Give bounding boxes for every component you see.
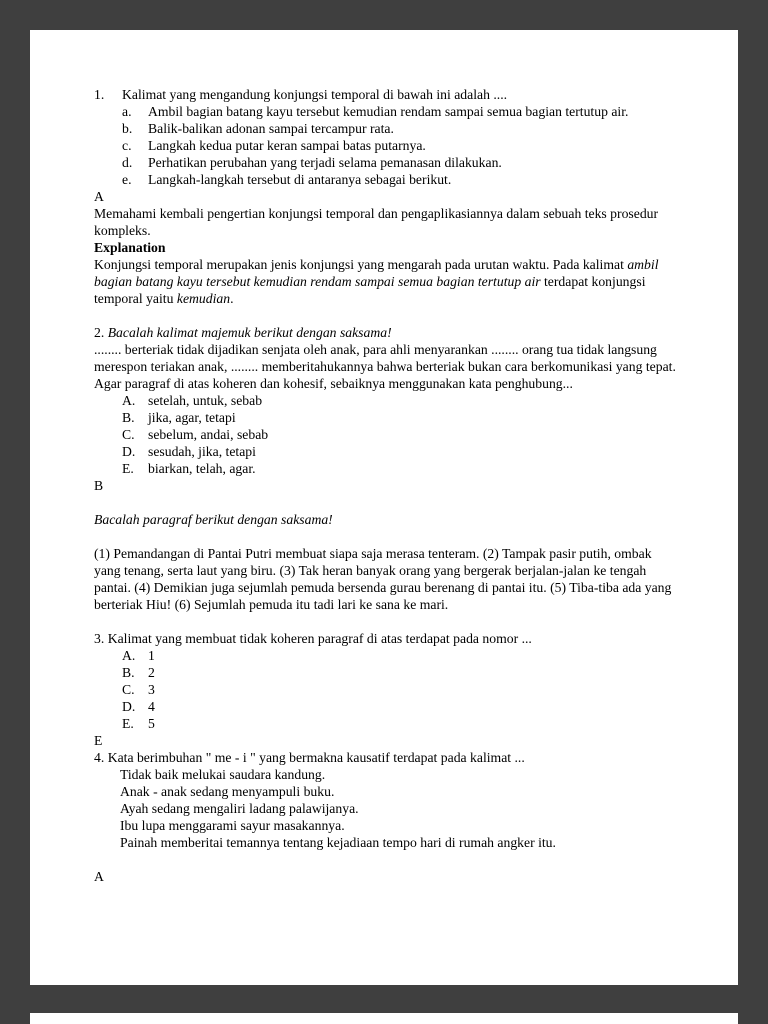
question-4-option-5 (94, 834, 678, 851)
spacer (94, 494, 678, 511)
text-run: A (94, 869, 104, 884)
list-marker: A. (122, 393, 136, 408)
list-marker: d. (122, 155, 133, 170)
question-3-option-b (94, 664, 678, 681)
question-1-option-e (94, 171, 678, 188)
text-run: Memahami kembali pengertian konjungsi temporal dan pengaplikasiannya dalam sebuah teks prosedur kompleks. (94, 206, 659, 238)
text-run: Tidak baik melukai saudara kandung. (120, 767, 326, 782)
spacer (94, 613, 678, 630)
text-run: 2. (94, 325, 108, 340)
text-run: ambil bagian batang kayu tersebut kemudian rendam sampai semua bagian tertutup air (94, 257, 659, 289)
text-run: Kalimat yang mengandung konjungsi temporal di bawah ini adalah .... (122, 87, 508, 102)
question-4-option-4 (94, 817, 678, 834)
text-run: kemudian (176, 291, 231, 306)
text-run: setelah, untuk, sebab (148, 393, 263, 408)
question-2-option-a (94, 392, 678, 409)
question-1-option-c (94, 137, 678, 154)
question-2-option-e (94, 460, 678, 477)
text-run: B (94, 478, 104, 493)
text-run: Perhatikan perubahan yang terjadi selama pemanasan dilakukan. (148, 155, 502, 170)
text-run: Langkah kedua putar keran sampai batas putarnya. (148, 138, 426, 153)
text-run: sebelum, andai, sebab (148, 427, 269, 442)
text-run: Balik-balikan adonan sampai tercampur rata. (148, 121, 394, 136)
list-marker: C. (122, 682, 135, 697)
question-3-option-c (94, 681, 678, 698)
text-run: A (94, 189, 104, 204)
text-run: Anak - anak sedang menyampuli buku. (120, 784, 335, 799)
question-1-option-d (94, 154, 678, 171)
question-2 (94, 324, 678, 341)
text-run: Konjungsi temporal merupakan jenis konjungsi yang mengarah pada urutan waktu. Pada kalimat (94, 257, 628, 272)
text-run: Langkah-langkah tersebut di antaranya sebagai berikut. (148, 172, 452, 187)
question-2-option-d (94, 443, 678, 460)
list-marker: E. (122, 716, 134, 731)
question-1-option-a (94, 103, 678, 120)
text-run: 4 (148, 699, 155, 714)
text-run: biarkan, telah, agar. (148, 461, 256, 476)
spacer (94, 307, 678, 324)
spacer (94, 528, 678, 545)
question-4-option-2 (94, 783, 678, 800)
question-4-option-1 (94, 766, 678, 783)
explanation-heading (94, 239, 678, 256)
question-4-option-3 (94, 800, 678, 817)
text-run: E (94, 733, 103, 748)
question-3-answer (94, 732, 678, 749)
text-run: (1) Pemandangan di Pantai Putri membuat siapa saja merasa tenteram. (2) Tampak pasir putih, ombak yang tenang, serta laut yang biru. (3) Tak heran banyak orang yang bergerak berjalan-jalan ke tengah pantai. (4) Demikian juga sejumlah pemuda bersenda gurau berenang di pantai itu. (5) Tiba-tiba ada yang berteriak Hiu! (6) Sejumlah pemuda itu tadi lari ke sana ke mari. (94, 546, 672, 612)
list-marker: A. (122, 648, 136, 663)
list-marker: B. (122, 410, 135, 425)
question-3 (94, 630, 678, 647)
list-marker: e. (122, 172, 132, 187)
question-2-option-c (94, 426, 678, 443)
text-run: 3 (148, 682, 155, 697)
question-3-option-e (94, 715, 678, 732)
text-run: Ibu lupa menggarami sayur masakannya. (120, 818, 345, 833)
question-2-answer (94, 477, 678, 494)
question-1-option-b (94, 120, 678, 137)
text-run: Explanation (94, 240, 166, 255)
text-run: terdapat konjungsi temporal yaitu (94, 274, 646, 306)
question-3-option-a (94, 647, 678, 664)
next-page-edge (30, 1013, 738, 1024)
text-run: ........ berteriak tidak dijadikan senjata oleh anak, para ahli menyarankan ........ orang tua tidak langsung merespon teriakan anak, ........ memberitahukannya bahwa berteriak bukan cara berkomunikasi yang tepat. (94, 342, 676, 374)
text-run: 2 (148, 665, 155, 680)
question-3-instruction (94, 511, 678, 528)
question-4 (94, 749, 678, 766)
list-marker: B. (122, 665, 135, 680)
question-1-explanation (94, 256, 678, 307)
text-run: Bacalah paragraf berikut dengan saksama! (94, 512, 333, 527)
text-run: Ambil bagian batang kayu tersebut kemudian rendam sampai semua bagian tertutup air. (148, 104, 629, 119)
text-run: Agar paragraf di atas koheren dan kohesif, sebaiknya menggunakan kata penghubung... (94, 376, 573, 391)
text-run: jika, agar, tetapi (148, 410, 236, 425)
question-2-stimulus (94, 341, 678, 375)
question-1-answer (94, 188, 678, 205)
text-run: sesudah, jika, tetapi (148, 444, 256, 459)
list-marker: b. (122, 121, 133, 136)
question-4-answer (94, 868, 678, 885)
text-run: Painah memberitai temannya tentang kejadiaan tempo hari di rumah angker itu. (120, 835, 556, 850)
question-3-option-d (94, 698, 678, 715)
text-run: 4. Kata berimbuhan " me - i " yang bermakna kausatif terdapat pada kalimat ... (94, 750, 525, 765)
list-marker: c. (122, 138, 132, 153)
question-2-option-b (94, 409, 678, 426)
list-marker: E. (122, 461, 134, 476)
question-2-prompt (94, 375, 678, 392)
document-page (30, 30, 738, 985)
question-1 (94, 86, 678, 103)
text-run: Bacalah kalimat majemuk berikut dengan saksama! (107, 325, 392, 340)
list-marker: C. (122, 427, 135, 442)
text-run: 5 (148, 716, 155, 731)
list-marker: D. (122, 444, 136, 459)
list-marker: a. (122, 104, 132, 119)
question-3-stimulus (94, 545, 678, 613)
question-1-review-note (94, 205, 678, 239)
list-marker: 1. (94, 87, 105, 102)
spacer (94, 851, 678, 868)
text-run: 3. Kalimat yang membuat tidak koheren paragraf di atas terdapat pada nomor ... (94, 631, 532, 646)
text-run: 1 (148, 648, 155, 663)
text-run: . (230, 291, 234, 306)
list-marker: D. (122, 699, 136, 714)
text-run: Ayah sedang mengaliri ladang palawijanya. (120, 801, 359, 816)
